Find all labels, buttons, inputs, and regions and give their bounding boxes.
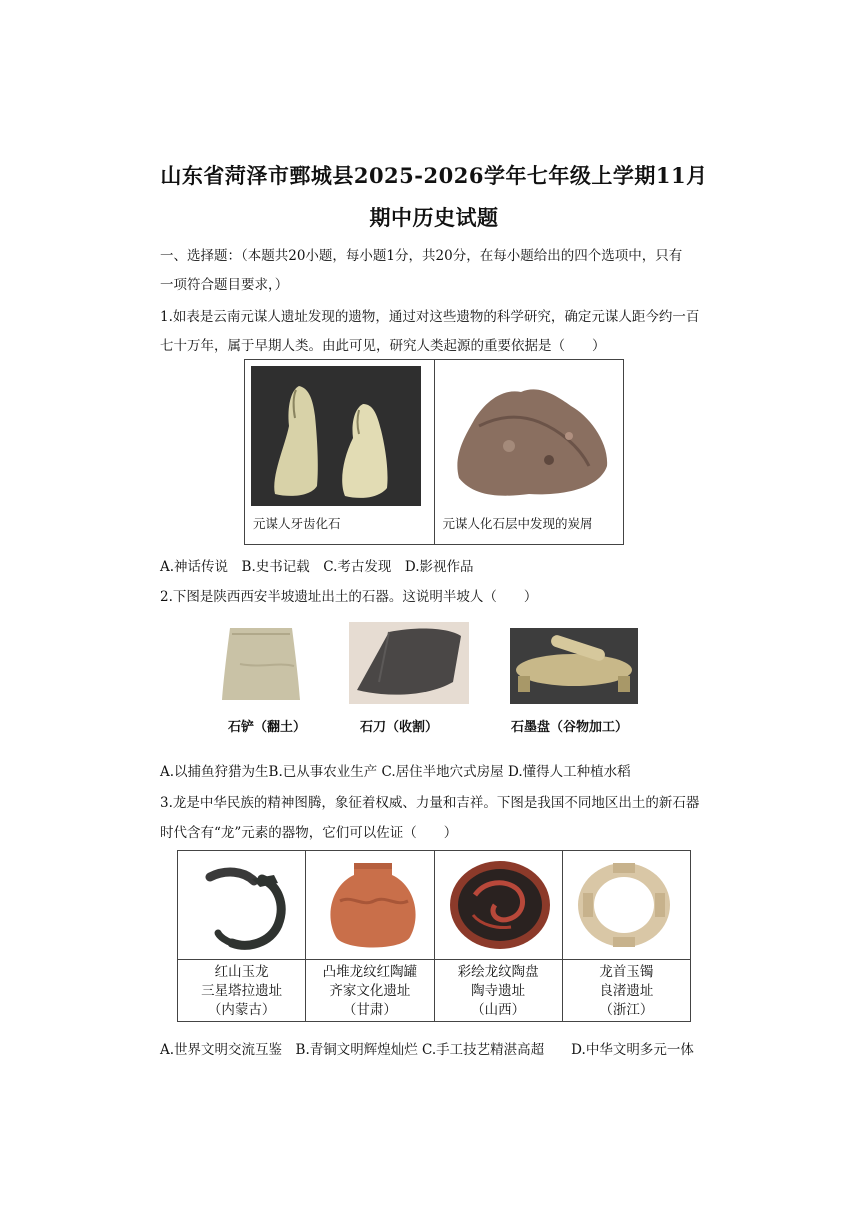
q3-options: A.世界文明交流互鉴 B.青铜文明辉煌灿烂 C.手工技艺精湛高超 D.中华文明多元一体	[160, 1042, 694, 1058]
q1-stem-line1: 1.如表是云南元谋人遗址发现的遗物，通过对这些遗物的科学研究，确定元谋人距今约一百	[160, 309, 700, 325]
q1-figure-table	[244, 359, 624, 545]
section-instruction-line2: 一项符合题目要求，）	[160, 277, 289, 293]
q3-item2-name: 凸堆龙纹红陶罐	[322, 964, 418, 980]
painted-dragon-plate-image	[445, 855, 555, 955]
q2-caption-shovel: 石铲（翻土）	[228, 720, 307, 735]
q2-options: A.以捕鱼狩猎为生B.已从事农业生产 C.居住半地穴式房屋 D.懂得人工种植水稻	[160, 764, 631, 780]
q3-item3-name: 彩绘龙纹陶盘	[457, 964, 539, 980]
q3-item1-region: （内蒙古）	[207, 1002, 276, 1018]
q1-options: A.神话传说 B.史书记载 C.考古发现 D.影视作品	[160, 559, 474, 575]
tooth-fossil-image	[251, 366, 421, 506]
grinding-slab-image	[510, 628, 638, 704]
q2-caption-knife: 石刀（收割）	[360, 720, 439, 735]
q3-cell-red-pot	[306, 851, 434, 1021]
section-instruction-line1: 一、选择题：（本题共20小题，每小题1分，共20分，在每小题给出的四个选项中，只有	[160, 248, 683, 264]
q3-item2-region: （甘肃）	[342, 1002, 397, 1018]
dragon-head-jade-bracelet-image	[569, 855, 679, 955]
q3-cell-jade-dragon	[178, 851, 306, 1021]
q3-item1-site: 三星塔拉遗址	[201, 983, 283, 999]
q3-figure-table	[177, 850, 691, 1022]
q3-item4-region: （浙江）	[599, 1002, 654, 1018]
q3-cell-jade-bracelet	[563, 851, 690, 1021]
stone-shovel-image	[220, 624, 302, 704]
q1-caption-charcoal: 元谋人化石层中发现的炭屑	[442, 516, 593, 531]
charcoal-image	[439, 366, 619, 506]
q3-cell-painted-plate	[435, 851, 563, 1021]
red-pottery-jar-image	[318, 855, 428, 955]
q3-stem-line2: 时代含有“龙”元素的器物，它们可以佐证（ ）	[160, 825, 458, 841]
q3-item3-region: （山西）	[471, 1002, 526, 1018]
q3-item2-site: 齐家文化遗址	[329, 983, 411, 999]
q2-caption-grinder: 石墨盘（谷物加工）	[511, 720, 629, 735]
q3-stem-line1: 3.龙是中华民族的精神图腾，象征着权威、力量和吉祥。下图是我国不同地区出土的新石器	[160, 795, 700, 811]
q3-item4-name: 龙首玉镯	[599, 964, 654, 980]
doc-title-line1: 山东省菏泽市鄄城县2025-2026学年七年级上学期11月	[160, 163, 708, 188]
stone-knife-image	[349, 622, 469, 704]
jade-dragon-image	[182, 855, 302, 955]
q3-item1-name: 红山玉龙	[214, 964, 269, 980]
q1-caption-teeth: 元谋人牙齿化石	[253, 516, 341, 531]
q2-stem: 2.下图是陕西西安半坡遗址出土的石器。这说明半坡人（ ）	[160, 589, 538, 605]
doc-title-line2: 期中历史试题	[369, 205, 499, 230]
q3-item3-site: 陶寺遗址	[471, 983, 526, 999]
q3-item4-site: 良渚遗址	[599, 983, 654, 999]
q1-stem-line2: 七十万年，属于早期人类。由此可见，研究人类起源的重要依据是（ ）	[160, 338, 606, 354]
q1-cell-teeth	[245, 360, 435, 544]
q1-cell-charcoal	[435, 360, 624, 544]
